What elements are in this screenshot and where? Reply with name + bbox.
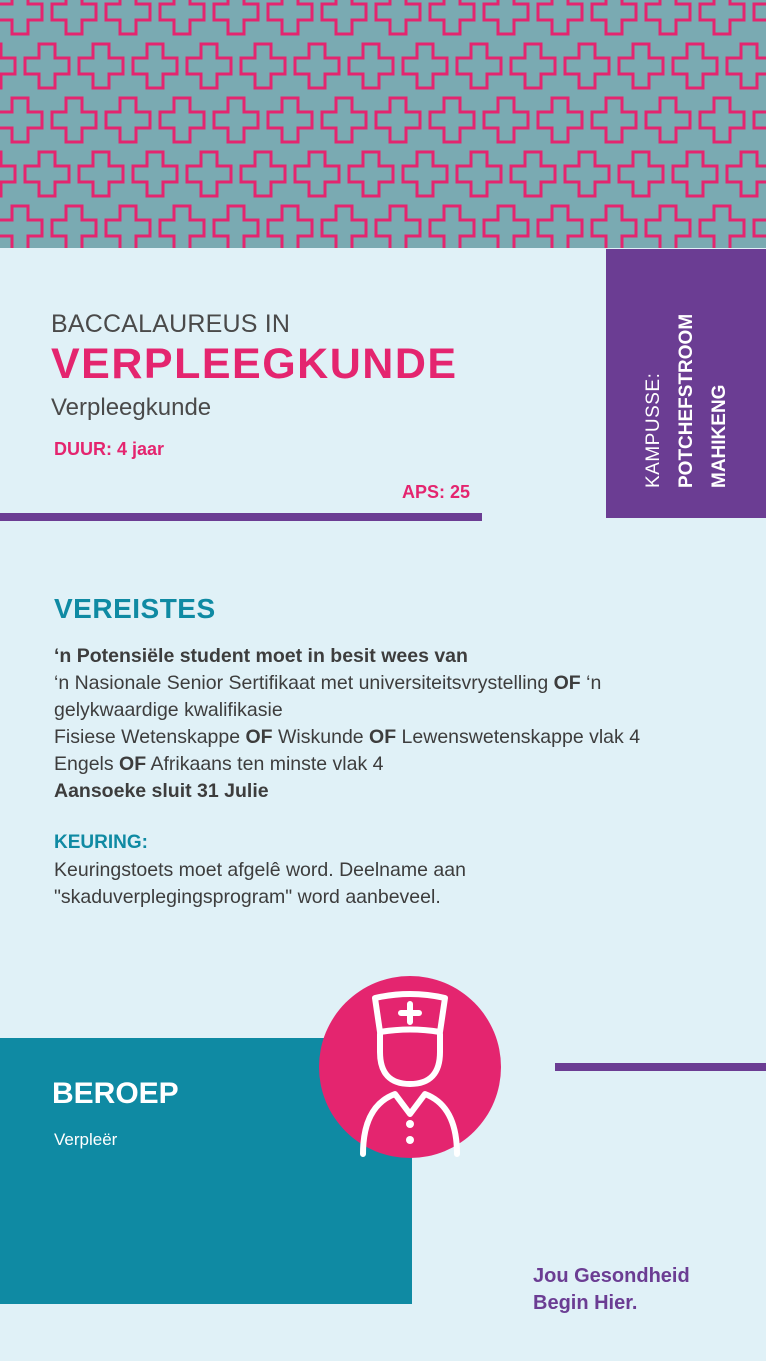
cross-shape bbox=[700, 206, 744, 248]
cross-shape bbox=[619, 152, 663, 196]
cross-shape bbox=[673, 44, 717, 88]
slogan bbox=[533, 1263, 690, 1317]
cross-shape bbox=[214, 206, 258, 248]
requirement-subjects: Fisiese Wetenskappe OF Wiskunde OF Lewenswetenskappe vlak 4 bbox=[54, 726, 641, 748]
cross-shape bbox=[214, 0, 258, 34]
cross-shape bbox=[403, 44, 447, 88]
cross-shape bbox=[727, 152, 766, 196]
cross-shape bbox=[430, 0, 474, 34]
cross-shape bbox=[133, 152, 177, 196]
cross-shape bbox=[52, 0, 96, 34]
aps bbox=[402, 482, 470, 503]
header-pattern bbox=[0, 0, 766, 248]
cross-shape bbox=[457, 44, 501, 88]
cross-shape bbox=[160, 98, 204, 142]
slogan-line2: Begin Hier. bbox=[533, 1292, 638, 1314]
cross-shape bbox=[349, 152, 393, 196]
divider-line bbox=[0, 513, 482, 521]
cross-shape bbox=[484, 0, 528, 34]
cross-shape bbox=[322, 206, 366, 248]
cross-shape bbox=[0, 0, 42, 34]
cross-shape bbox=[754, 206, 766, 248]
cross-shape bbox=[322, 98, 366, 142]
cross-shape bbox=[484, 98, 528, 142]
cross-shape bbox=[592, 98, 636, 142]
degree-prefix: BACCALAUREUS IN bbox=[51, 310, 291, 338]
campus-panel bbox=[606, 249, 766, 518]
cross-shape bbox=[511, 152, 555, 196]
aps-value: 25 bbox=[450, 482, 471, 502]
requirements-title: VEREISTES bbox=[54, 593, 216, 624]
cross-shape bbox=[349, 44, 393, 88]
cross-shape bbox=[25, 44, 69, 88]
cross-shape bbox=[592, 0, 636, 34]
screening-title: KEURING: bbox=[54, 832, 148, 853]
cross-shape bbox=[646, 206, 690, 248]
aps-label: APS: bbox=[402, 482, 446, 502]
career-title: BEROEP bbox=[52, 1077, 179, 1110]
cross-shape bbox=[700, 0, 744, 34]
cross-shape bbox=[403, 152, 447, 196]
cross-shape bbox=[484, 206, 528, 248]
cross-shape bbox=[268, 0, 312, 34]
cross-shape bbox=[457, 152, 501, 196]
duration-label: DUUR: bbox=[54, 439, 112, 459]
requirement-language: Engels OF Afrikaans ten minste vlak 4 bbox=[54, 753, 384, 775]
application-closing: Aansoeke sluit 31 Julie bbox=[54, 780, 269, 802]
cross-shape bbox=[295, 44, 339, 88]
cross-shape bbox=[700, 98, 744, 142]
cross-shape bbox=[160, 0, 204, 34]
cross-shape bbox=[52, 206, 96, 248]
cross-shape bbox=[241, 44, 285, 88]
requirements-body bbox=[54, 643, 714, 805]
cross-shape bbox=[133, 44, 177, 88]
screening-body: Keuringstoets moet afgelê word. Deelname aan "skaduverplegingsprogram" word aanbeveel. bbox=[54, 859, 466, 908]
cross-shape bbox=[0, 44, 15, 88]
cross-shape bbox=[565, 152, 609, 196]
cross-shape bbox=[295, 152, 339, 196]
cross-shape bbox=[106, 98, 150, 142]
cross-shape bbox=[592, 206, 636, 248]
cross-shape bbox=[25, 152, 69, 196]
cross-shape bbox=[0, 98, 42, 142]
cross-shape bbox=[106, 206, 150, 248]
degree-subtitle: Verpleegkunde bbox=[51, 394, 212, 421]
cross-shape bbox=[430, 98, 474, 142]
cross-shape bbox=[0, 152, 15, 196]
cross-shape bbox=[268, 206, 312, 248]
career-value: Verpleër bbox=[54, 1130, 118, 1149]
cross-shape bbox=[538, 0, 582, 34]
requirement-nsc: ‘n Nasionale Senior Sertifikaat met universiteitsvrystelling OF ‘n gelykwaardige kwalifikasie bbox=[54, 672, 602, 721]
duration-value: 4 jaar bbox=[117, 439, 165, 459]
accent-line bbox=[555, 1063, 766, 1071]
duration bbox=[54, 439, 164, 460]
cross-shape bbox=[619, 44, 663, 88]
degree-title: VERPLEEGKUNDE bbox=[51, 340, 458, 388]
cross-shape bbox=[0, 206, 42, 248]
cross-shape bbox=[565, 44, 609, 88]
requirements-intro: ‘n Potensiële student moet in besit wees van bbox=[54, 645, 468, 667]
cross-shape bbox=[673, 152, 717, 196]
cross-shape bbox=[538, 98, 582, 142]
cross-shape bbox=[160, 206, 204, 248]
cross-shape bbox=[727, 44, 766, 88]
cross-shape bbox=[430, 206, 474, 248]
cross-shape bbox=[268, 98, 312, 142]
cross-shape bbox=[646, 98, 690, 142]
nurse-icon bbox=[319, 976, 501, 1158]
cross-shape bbox=[106, 0, 150, 34]
cross-shape bbox=[376, 98, 420, 142]
cross-shape bbox=[187, 44, 231, 88]
cross-shape bbox=[187, 152, 231, 196]
cross-shape bbox=[214, 98, 258, 142]
campus-mahikeng: MAHIKENG bbox=[708, 384, 730, 488]
cross-shape bbox=[754, 98, 766, 142]
cross-shape bbox=[754, 0, 766, 34]
cross-shape bbox=[79, 44, 123, 88]
cross-shape bbox=[538, 206, 582, 248]
campus-label: KAMPUSSE: bbox=[642, 372, 664, 488]
cross-shape bbox=[241, 152, 285, 196]
cross-shape bbox=[511, 44, 555, 88]
campus-text bbox=[606, 249, 766, 518]
cross-shape bbox=[79, 152, 123, 196]
cross-shape bbox=[376, 0, 420, 34]
cross-shape bbox=[376, 206, 420, 248]
cross-shape bbox=[52, 98, 96, 142]
cross-shape bbox=[322, 0, 366, 34]
cross-shape bbox=[646, 0, 690, 34]
campus-potchefstroom: POTCHEFSTROOM bbox=[675, 313, 697, 488]
slogan-line1: Jou Gesondheid bbox=[533, 1265, 690, 1287]
cross-pattern-graphic bbox=[0, 0, 766, 248]
